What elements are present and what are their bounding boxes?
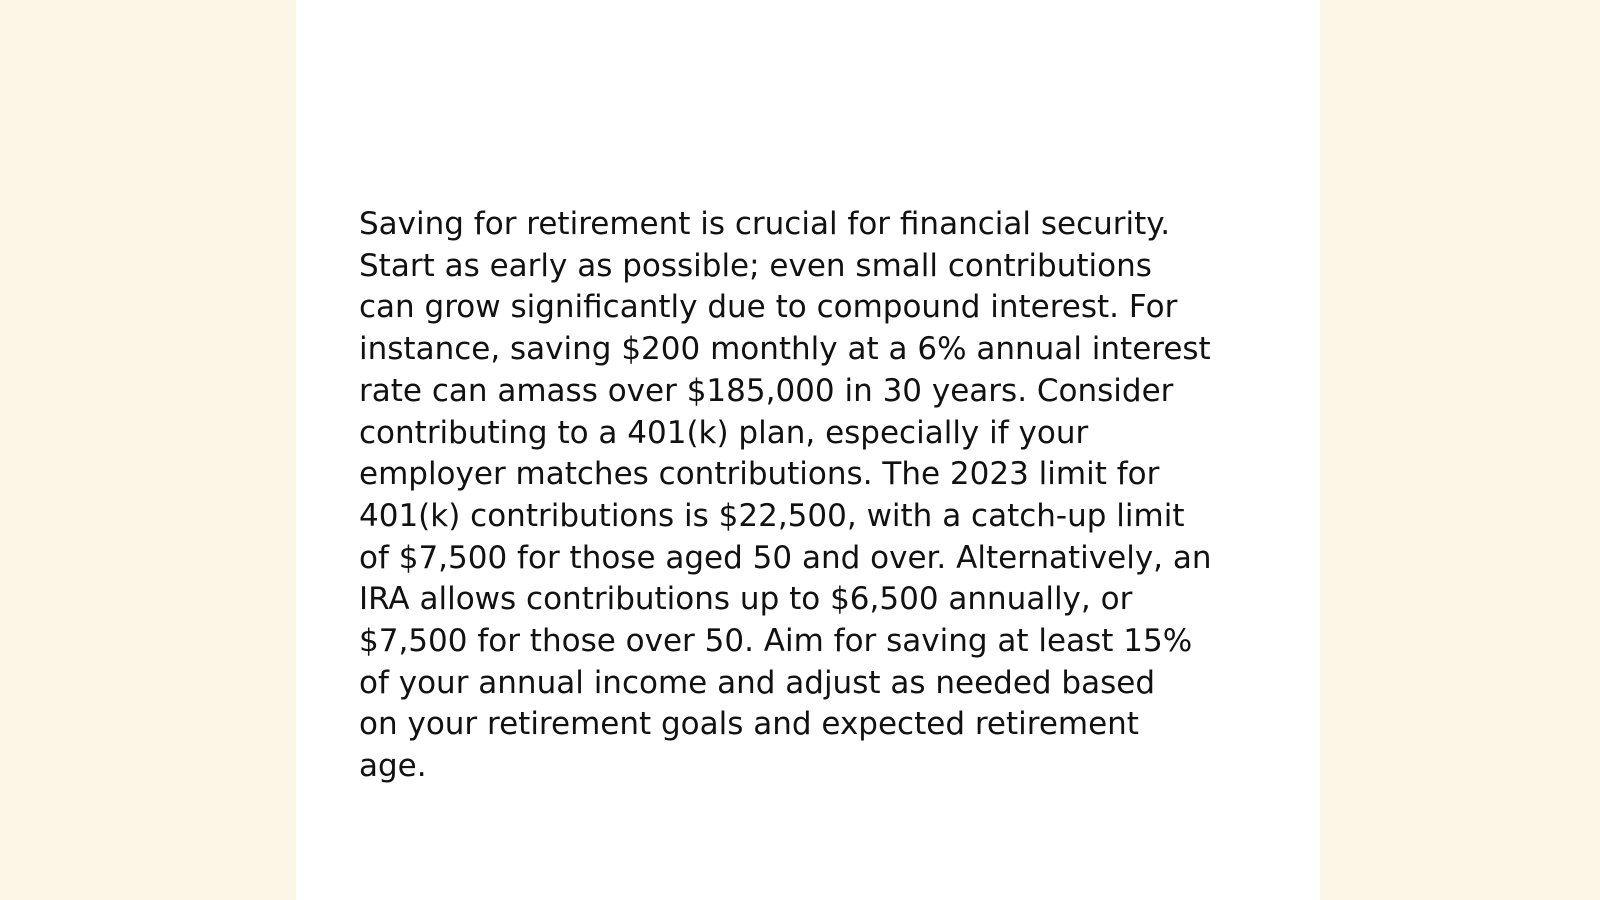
text-line: age. [359,748,427,785]
text-line: can grow significantly due to compound interest. For [359,289,1178,326]
text-line: rate can amass over $185,000 in 30 years. Consider [359,372,1174,409]
text-line: of $7,500 for those aged 50 and over. Alternatively, an [359,539,1212,576]
text-line: on your retirement goals and expected retirement [359,706,1139,743]
text-line: employer matches contributions. The 2023 limit for [359,456,1160,493]
body-paragraph [359,204,1259,788]
text-line: 401(k) contributions is $22,500, with a catch-up limit [359,497,1185,534]
text-line: of your annual income and adjust as needed based [359,664,1156,701]
text-line: contributing to a 401(k) plan, especially if your [359,414,1089,451]
text-line: instance, saving $200 monthly at a 6% annual interest [359,331,1211,368]
text-line: IRA allows contributions up to $6,500 annually, or [359,581,1133,618]
text-line: $7,500 for those over 50. Aim for saving at least 15% [359,623,1193,660]
document-page [296,0,1320,900]
text-line: Saving for retirement is crucial for financial security. [359,206,1171,242]
text-line: Start as early as possible; even small contributions [359,247,1152,284]
